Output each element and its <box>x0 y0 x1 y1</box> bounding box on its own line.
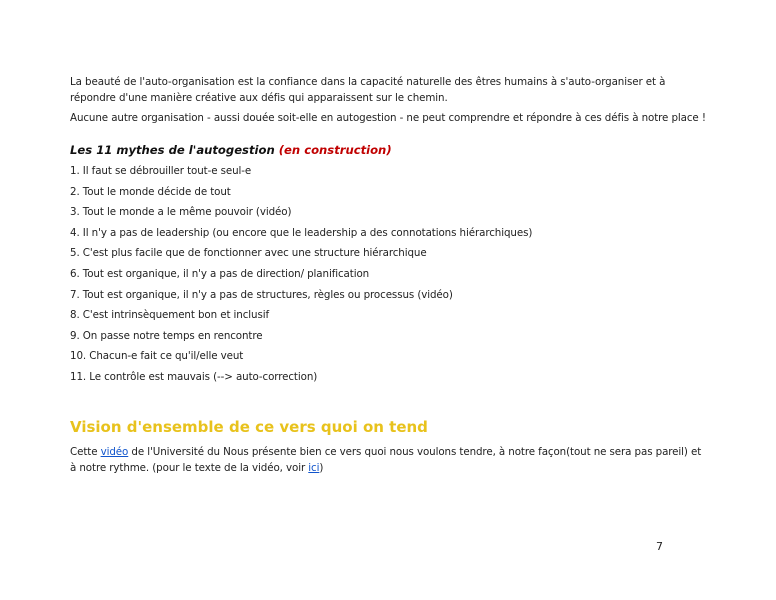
vision-paragraph <box>70 444 710 476</box>
vision-text-middle: de l'Université du Nous présente bien ce vers quoi nous voulons tendre, à notre façon(tout ne sera pas pareil) et à notre rythme. (pour le texte de la vidéo, voir <box>70 446 702 474</box>
myth-item-7: 7. Tout est organique, il n'y a pas de structures, règles ou processus (vidéo) <box>70 289 453 301</box>
myth-item-8: 8. C'est intrinsèquement bon et inclusif <box>70 309 270 321</box>
myth-item-6: 6. Tout est organique, il n'y a pas de direction/ planification <box>70 268 370 280</box>
intro-paragraph-2: Aucune autre organisation - aussi douée soit-elle en autogestion - ne peut comprendre et répondre à ces défis à notre place ! <box>70 112 706 124</box>
page-number: 7 <box>656 540 663 553</box>
myth-item-9: 9. On passe notre temps en rencontre <box>70 330 263 342</box>
myth-item-4: 4. Il n'y a pas de leadership (ou encore que le leadership a des connotations hiérarchiques) <box>70 227 533 239</box>
myth-item-1: 1. Il faut se débrouiller tout-e seul-e <box>70 165 252 177</box>
myths-heading <box>70 143 392 157</box>
myth-item-10: 10. Chacun-e fait ce qu'il/elle veut <box>70 350 244 362</box>
vision-text-start: Cette <box>70 446 101 458</box>
myth-item-3: 3. Tout le monde a le même pouvoir (vidéo) <box>70 206 292 218</box>
myth-item-11: 11. Le contrôle est mauvais (--> auto-correction) <box>70 371 318 383</box>
myth-item-5: 5. C'est plus facile que de fonctionner avec une structure hiérarchique <box>70 247 427 259</box>
myths-heading-title: Les 11 mythes de l'autogestion <box>70 143 275 157</box>
myth-item-2: 2. Tout le monde décide de tout <box>70 186 231 198</box>
myths-heading-note: (en construction) <box>278 143 392 157</box>
vision-text-end: ) <box>319 462 324 474</box>
intro-paragraph-1: La beauté de l'auto-organisation est la confiance dans la capacité naturelle des êtres humains à s'auto-organiser et à répondre d'une manière créative aux défis qui apparaissent sur le chemin. <box>70 76 666 104</box>
video-link[interactable]: vidéo <box>100 446 129 458</box>
vision-heading: Vision d'ensemble de ce vers quoi on tend <box>70 418 428 436</box>
ici-link[interactable]: ici <box>308 462 320 474</box>
